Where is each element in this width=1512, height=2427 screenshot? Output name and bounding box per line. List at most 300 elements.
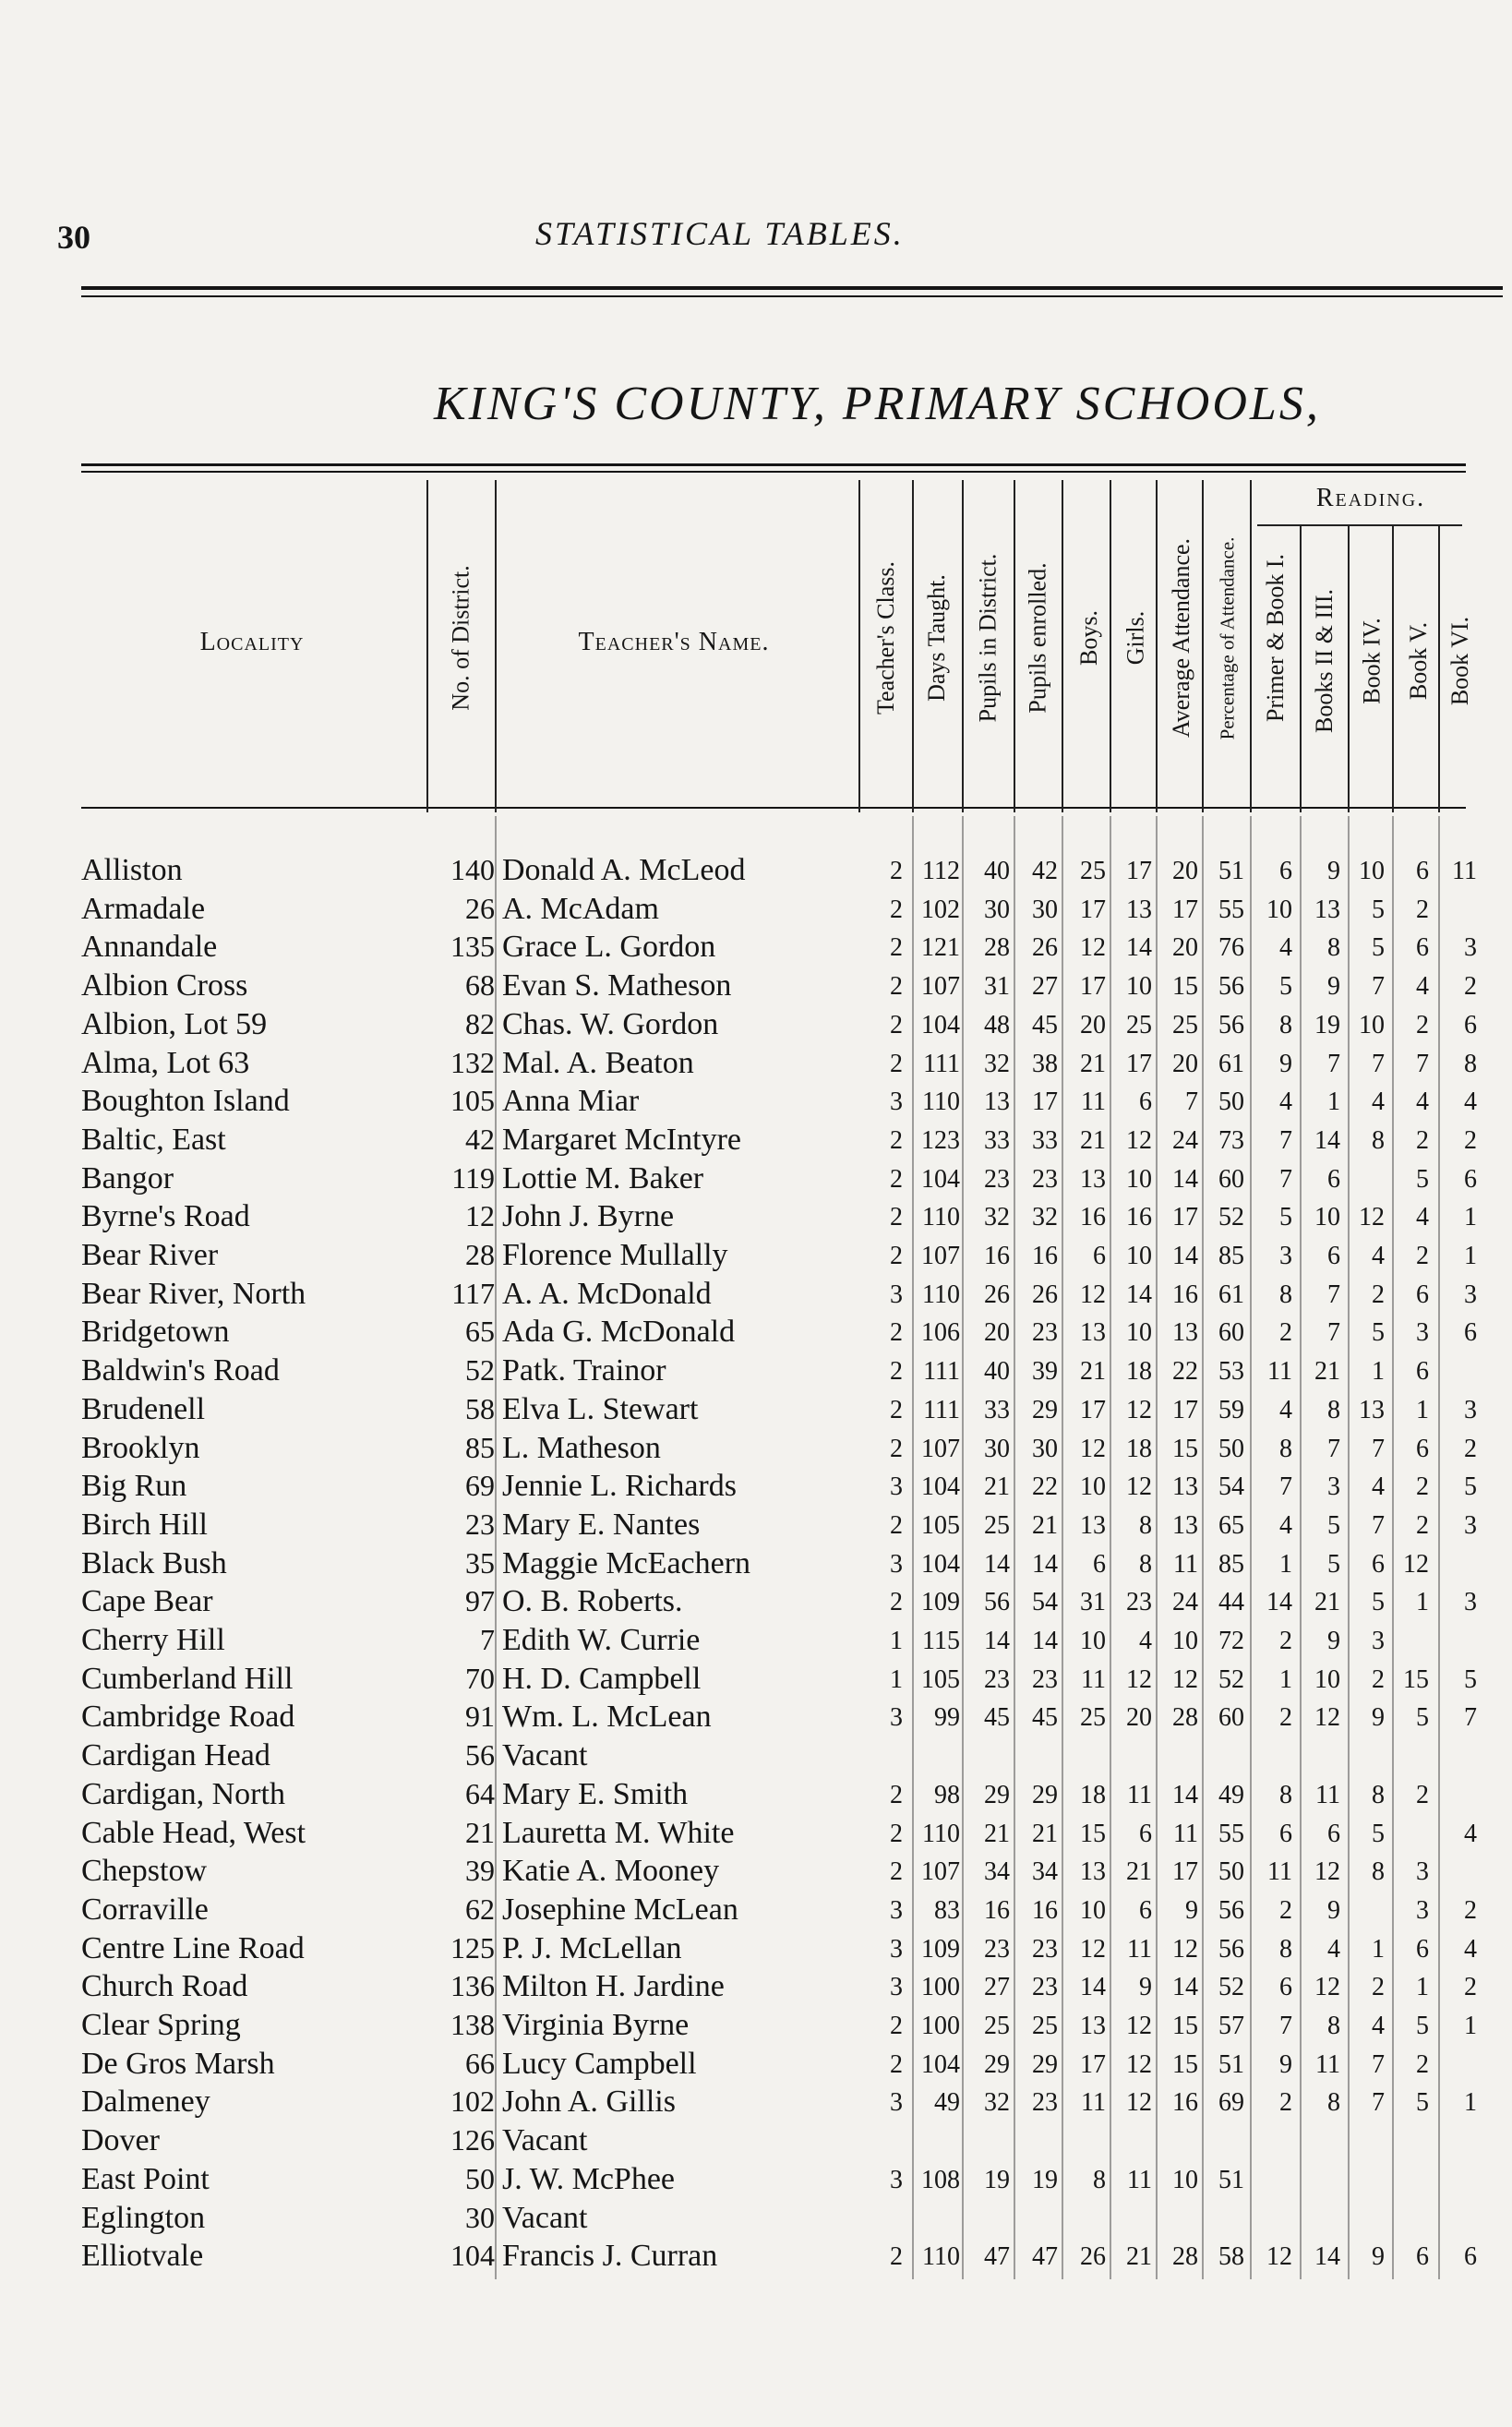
cell-girls: 12 <box>1126 2049 1152 2079</box>
cell-district: 69 <box>465 1469 495 1503</box>
cell-avg-attendance: 15 <box>1172 972 1198 1002</box>
header-divider <box>1062 480 1063 812</box>
cell-girls: 17 <box>1126 1049 1152 1078</box>
cell-primer: 8 <box>1279 1434 1292 1463</box>
cell-teacher-class: 3 <box>890 1703 903 1733</box>
cell-days-taught: 83 <box>934 1895 960 1925</box>
cell-boys: 10 <box>1080 1627 1106 1655</box>
header-book-5: Book V. <box>1405 621 1433 701</box>
cell-teacher-class: 3 <box>890 2088 903 2118</box>
header-divider <box>1392 526 1394 812</box>
cell-avg-attendance: 14 <box>1172 1164 1198 1194</box>
cell-pct-attendance: 60 <box>1218 1164 1244 1194</box>
cell-primer: 3 <box>1279 1242 1292 1270</box>
cell-primer: 4 <box>1279 1087 1292 1117</box>
cell-books-2-3: 8 <box>1327 2088 1340 2118</box>
cell-teacher-class: 3 <box>890 1973 903 2002</box>
cell-boys: 21 <box>1080 1357 1106 1387</box>
cell-days-taught: 121 <box>921 933 960 963</box>
cell-district: 102 <box>450 2085 495 2119</box>
cell-pupils-district: 32 <box>984 1203 1010 1232</box>
header-girls: Girls. <box>1122 610 1148 666</box>
column-divider <box>1014 816 1015 2279</box>
cell-books-2-3: 6 <box>1327 1242 1340 1270</box>
cell-girls: 18 <box>1126 1434 1152 1463</box>
cell-district: 62 <box>465 1892 495 1926</box>
cell-primer: 6 <box>1279 1819 1292 1848</box>
cell-pct-attendance: 56 <box>1218 1934 1244 1964</box>
cell-avg-attendance: 14 <box>1172 1780 1198 1809</box>
cell-book-6: 3 <box>1464 933 1477 963</box>
cell-days-taught: 109 <box>921 1934 960 1964</box>
cell-pupils-district: 20 <box>984 1318 1010 1348</box>
cell-book-6: 1 <box>1464 1203 1477 1232</box>
cell-district: 28 <box>465 1238 495 1271</box>
cell-teacher: Jennie L. Richards <box>502 1469 737 1504</box>
cell-teacher: Evan S. Matheson <box>502 968 732 1003</box>
header-divider <box>495 480 497 812</box>
cell-pupils-enrolled: 27 <box>1032 972 1058 1002</box>
cell-girls: 12 <box>1126 1664 1152 1694</box>
cell-teacher-class: 3 <box>890 1087 903 1117</box>
cell-book-5: 2 <box>1416 1010 1429 1039</box>
column-divider <box>1348 816 1350 2279</box>
cell-pct-attendance: 69 <box>1218 2088 1244 2118</box>
cell-pupils-enrolled: 32 <box>1032 1203 1058 1232</box>
cell-girls: 10 <box>1126 1242 1152 1270</box>
cell-avg-attendance: 17 <box>1172 895 1198 924</box>
cell-primer: 7 <box>1279 1164 1292 1194</box>
cell-book-5: 1 <box>1416 1395 1429 1424</box>
cell-avg-attendance: 10 <box>1172 2165 1198 2194</box>
cell-pupils-enrolled: 17 <box>1032 1087 1058 1117</box>
cell-locality: Byrne's Road <box>81 1199 250 1234</box>
cell-girls: 6 <box>1139 1895 1152 1925</box>
cell-pct-attendance: 52 <box>1218 1664 1244 1694</box>
cell-pupils-district: 48 <box>984 1010 1010 1039</box>
cell-pupils-district: 19 <box>984 2165 1010 2194</box>
cell-teacher: Margaret McIntyre <box>502 1122 741 1157</box>
cell-primer: 10 <box>1266 895 1292 924</box>
cell-primer: 4 <box>1279 1510 1292 1540</box>
cell-avg-attendance: 16 <box>1172 1280 1198 1309</box>
cell-days-taught: 107 <box>921 972 960 1002</box>
cell-teacher: Lucy Campbell <box>502 2046 697 2081</box>
cell-girls: 17 <box>1126 857 1152 885</box>
cell-book-4: 2 <box>1372 1664 1385 1694</box>
cell-teacher: Vacant <box>502 1738 588 1773</box>
cell-book-4: 8 <box>1372 1125 1385 1155</box>
cell-boys: 10 <box>1080 1895 1106 1925</box>
cell-girls: 10 <box>1126 1164 1152 1194</box>
cell-teacher-class: 2 <box>890 2012 903 2040</box>
cell-pupils-enrolled: 38 <box>1032 1049 1058 1078</box>
cell-books-2-3: 7 <box>1327 1318 1340 1348</box>
cell-primer: 8 <box>1279 1280 1292 1309</box>
cell-books-2-3: 1 <box>1327 1087 1340 1117</box>
header-divider <box>1348 526 1350 812</box>
cell-avg-attendance: 15 <box>1172 2012 1198 2040</box>
header-primer: Primer & Book I. <box>1262 554 1289 722</box>
cell-books-2-3: 19 <box>1314 1010 1340 1039</box>
cell-locality: Dalmeney <box>81 2085 210 2120</box>
cell-avg-attendance: 13 <box>1172 1318 1198 1348</box>
cell-locality: Annandale <box>81 930 218 965</box>
cell-locality: Clear Spring <box>81 2008 241 2042</box>
cell-boys: 13 <box>1080 1510 1106 1540</box>
cell-days-taught: 123 <box>921 1125 960 1155</box>
cell-girls: 21 <box>1126 2242 1152 2272</box>
cell-book-5: 2 <box>1416 2049 1429 2079</box>
header-pct-attendance: Percentage of Attendance. <box>1216 536 1239 739</box>
header-divider <box>1202 480 1204 812</box>
column-divider <box>1202 816 1204 2279</box>
cell-books-2-3: 21 <box>1314 1357 1340 1387</box>
cell-primer: 9 <box>1279 2049 1292 2079</box>
cell-primer: 11 <box>1267 1357 1292 1387</box>
cell-teacher-class: 2 <box>890 1357 903 1387</box>
cell-district: 104 <box>450 2239 495 2273</box>
cell-pupils-enrolled: 30 <box>1032 1434 1058 1463</box>
cell-locality: Bear River, North <box>81 1276 306 1311</box>
cell-primer: 7 <box>1279 1125 1292 1155</box>
cell-locality: Alma, Lot 63 <box>81 1045 250 1080</box>
cell-girls: 14 <box>1126 1280 1152 1309</box>
cell-pupils-enrolled: 26 <box>1032 933 1058 963</box>
cell-pupils-district: 31 <box>984 972 1010 1002</box>
cell-pupils-enrolled: 34 <box>1032 1857 1058 1887</box>
header-days-taught: Days Taught. <box>923 574 951 702</box>
cell-books-2-3: 9 <box>1327 1895 1340 1925</box>
cell-teacher: Grace L. Gordon <box>502 930 716 965</box>
cell-teacher: Vacant <box>502 2200 588 2235</box>
cell-book-5: 5 <box>1416 1703 1429 1733</box>
cell-book-6: 4 <box>1464 1934 1477 1964</box>
cell-book-5: 2 <box>1416 1472 1429 1502</box>
cell-pupils-district: 21 <box>984 1472 1010 1502</box>
cell-books-2-3: 5 <box>1327 1510 1340 1540</box>
cell-girls: 12 <box>1126 1395 1152 1424</box>
cell-pupils-enrolled: 45 <box>1032 1703 1058 1733</box>
cell-boys: 13 <box>1080 1164 1106 1194</box>
cell-pupils-enrolled: 19 <box>1032 2165 1058 2194</box>
cell-primer: 8 <box>1279 1010 1292 1039</box>
cell-primer: 8 <box>1279 1934 1292 1964</box>
cell-locality: Dover <box>81 2123 160 2158</box>
cell-book-6: 3 <box>1464 1395 1477 1424</box>
cell-locality: Chepstow <box>81 1854 207 1889</box>
cell-district: 132 <box>450 1045 495 1079</box>
cell-girls: 12 <box>1126 1125 1152 1155</box>
cell-book-4: 12 <box>1359 1203 1385 1232</box>
cell-girls: 11 <box>1127 2165 1152 2194</box>
cell-pct-attendance: 57 <box>1218 2012 1244 2040</box>
cell-books-2-3: 8 <box>1327 2012 1340 2040</box>
cell-book-6: 3 <box>1464 1588 1477 1617</box>
header-divider <box>1014 480 1015 812</box>
header-divider <box>1156 480 1158 812</box>
cell-avg-attendance: 12 <box>1172 1934 1198 1964</box>
cell-primer: 6 <box>1279 1973 1292 2002</box>
header-divider <box>858 480 860 812</box>
cell-locality: Birch Hill <box>81 1507 208 1542</box>
column-divider <box>1110 816 1111 2279</box>
cell-boys: 17 <box>1080 972 1106 1002</box>
header-rule-thin <box>81 471 1466 473</box>
cell-primer: 1 <box>1279 1549 1292 1579</box>
cell-pupils-enrolled: 21 <box>1032 1819 1058 1848</box>
cell-book-5: 6 <box>1416 1280 1429 1309</box>
column-divider <box>1250 816 1252 2279</box>
cell-avg-attendance: 14 <box>1172 1242 1198 1270</box>
cell-teacher-class: 2 <box>890 1318 903 1348</box>
cell-locality: East Point <box>81 2161 210 2196</box>
cell-books-2-3: 11 <box>1315 2049 1340 2079</box>
cell-girls: 12 <box>1126 2012 1152 2040</box>
cell-pct-attendance: 85 <box>1218 1242 1244 1270</box>
cell-pct-attendance: 76 <box>1218 933 1244 963</box>
cell-pupils-enrolled: 23 <box>1032 1934 1058 1964</box>
cell-avg-attendance: 20 <box>1172 1049 1198 1078</box>
cell-days-taught: 105 <box>921 1664 960 1694</box>
cell-girls: 23 <box>1126 1588 1152 1617</box>
header-books-2-3: Books II & III. <box>1311 589 1338 733</box>
cell-district: 66 <box>465 2046 495 2080</box>
cell-teacher: Patk. Trainor <box>502 1353 666 1388</box>
cell-boys: 10 <box>1080 1472 1106 1502</box>
cell-girls: 21 <box>1126 1857 1152 1887</box>
cell-books-2-3: 6 <box>1327 1819 1340 1848</box>
cell-books-2-3: 10 <box>1314 1203 1340 1232</box>
cell-boys: 12 <box>1080 1434 1106 1463</box>
cell-district: 82 <box>465 1006 495 1040</box>
cell-book-5: 5 <box>1416 2012 1429 2040</box>
cell-teacher-class: 3 <box>890 2165 903 2194</box>
cell-book-5: 6 <box>1416 2242 1429 2272</box>
cell-primer: 4 <box>1279 933 1292 963</box>
cell-locality: Cambridge Road <box>81 1700 295 1735</box>
cell-book-5: 4 <box>1416 1203 1429 1232</box>
cell-district: 135 <box>450 930 495 964</box>
cell-locality: Cape Bear <box>81 1584 213 1619</box>
cell-teacher-class: 2 <box>890 1434 903 1463</box>
header-book-4: Book IV. <box>1359 618 1386 704</box>
cell-pupils-enrolled: 45 <box>1032 1010 1058 1039</box>
cell-books-2-3: 14 <box>1314 2242 1340 2272</box>
cell-locality: Corraville <box>81 1892 209 1927</box>
column-divider <box>1156 816 1158 2279</box>
cell-pupils-district: 23 <box>984 1934 1010 1964</box>
cell-pupils-enrolled: 29 <box>1032 2049 1058 2079</box>
cell-locality: Cable Head, West <box>81 1815 306 1850</box>
cell-avg-attendance: 12 <box>1172 1664 1198 1694</box>
cell-books-2-3: 11 <box>1315 1780 1340 1809</box>
cell-avg-attendance: 16 <box>1172 2088 1198 2118</box>
cell-books-2-3: 7 <box>1327 1280 1340 1309</box>
cell-days-taught: 104 <box>921 1164 960 1194</box>
cell-pct-attendance: 55 <box>1218 1819 1244 1848</box>
cell-pct-attendance: 61 <box>1218 1280 1244 1309</box>
cell-district: 7 <box>480 1623 495 1656</box>
cell-boys: 25 <box>1080 857 1106 885</box>
cell-teacher: Maggie McEachern <box>502 1545 751 1580</box>
cell-days-taught: 102 <box>921 895 960 924</box>
cell-pct-attendance: 65 <box>1218 1510 1244 1540</box>
cell-avg-attendance: 20 <box>1172 933 1198 963</box>
cell-pct-attendance: 51 <box>1218 857 1244 885</box>
cell-book-4: 7 <box>1372 1434 1385 1463</box>
cell-teacher: Mary E. Nantes <box>502 1507 701 1542</box>
cell-teacher-class: 3 <box>890 1895 903 1925</box>
cell-book-6: 2 <box>1464 1895 1477 1925</box>
cell-pupils-enrolled: 16 <box>1032 1242 1058 1270</box>
header-pupils-district: Pupils in District. <box>974 553 1001 723</box>
cell-book-5: 6 <box>1416 1934 1429 1964</box>
cell-book-4: 10 <box>1359 1010 1385 1039</box>
cell-avg-attendance: 11 <box>1173 1819 1198 1848</box>
cell-avg-attendance: 7 <box>1185 1087 1198 1117</box>
cell-books-2-3: 12 <box>1314 1857 1340 1887</box>
cell-books-2-3: 5 <box>1327 1549 1340 1579</box>
cell-book-4: 6 <box>1372 1549 1385 1579</box>
cell-girls: 12 <box>1126 1472 1152 1502</box>
cell-books-2-3: 7 <box>1327 1434 1340 1463</box>
cell-pupils-district: 13 <box>984 1087 1010 1117</box>
cell-book-5: 2 <box>1416 1242 1429 1270</box>
cell-locality: Cherry Hill <box>81 1623 225 1657</box>
cell-pct-attendance: 60 <box>1218 1703 1244 1733</box>
cell-pct-attendance: 51 <box>1218 2049 1244 2079</box>
cell-days-taught: 100 <box>921 2012 960 2040</box>
cell-district: 26 <box>465 891 495 925</box>
cell-primer: 2 <box>1279 1318 1292 1348</box>
cell-teacher-class: 3 <box>890 1549 903 1579</box>
cell-teacher-class: 2 <box>890 1049 903 1078</box>
cell-book-4: 9 <box>1372 2242 1385 2272</box>
cell-teacher: Lottie M. Baker <box>502 1160 704 1195</box>
cell-teacher-class: 2 <box>890 2049 903 2079</box>
cell-pupils-enrolled: 23 <box>1032 2088 1058 2118</box>
cell-pupils-district: 32 <box>984 1049 1010 1078</box>
cell-boys: 21 <box>1080 1049 1106 1078</box>
cell-boys: 11 <box>1081 1087 1106 1117</box>
cell-girls: 16 <box>1126 1203 1152 1232</box>
cell-pupils-enrolled: 22 <box>1032 1472 1058 1502</box>
cell-primer: 8 <box>1279 1780 1292 1809</box>
cell-teacher: Florence Mullally <box>502 1238 728 1272</box>
cell-district: 52 <box>465 1353 495 1388</box>
cell-pct-attendance: 52 <box>1218 1973 1244 2002</box>
cell-district: 85 <box>465 1430 495 1464</box>
cell-book-5: 12 <box>1403 1549 1429 1579</box>
running-head: STATISTICAL TABLES. <box>535 215 905 252</box>
header-bottom-rule <box>81 807 1466 809</box>
header-district: No. of District. <box>448 565 475 711</box>
cell-books-2-3: 12 <box>1314 1703 1340 1733</box>
cell-pupils-district: 56 <box>984 1588 1010 1617</box>
cell-primer: 12 <box>1266 2242 1292 2272</box>
cell-book-5: 3 <box>1416 1895 1429 1925</box>
column-divider <box>962 816 964 2279</box>
cell-book-4: 1 <box>1372 1934 1385 1964</box>
cell-days-taught: 110 <box>922 1203 960 1232</box>
cell-pupils-enrolled: 54 <box>1032 1588 1058 1617</box>
cell-avg-attendance: 11 <box>1173 1549 1198 1579</box>
cell-days-taught: 111 <box>923 1357 960 1387</box>
header-avg-attendance: Average Attendance. <box>1168 537 1195 739</box>
cell-teacher: L. Matheson <box>502 1430 661 1465</box>
cell-book-4: 5 <box>1372 895 1385 924</box>
cell-district: 56 <box>465 1738 495 1772</box>
cell-book-4: 7 <box>1372 1049 1385 1078</box>
cell-teacher-class: 2 <box>890 1203 903 1232</box>
cell-boys: 12 <box>1080 1280 1106 1309</box>
cell-teacher-class: 2 <box>890 1164 903 1194</box>
cell-district: 64 <box>465 1776 495 1810</box>
cell-district: 12 <box>465 1199 495 1233</box>
cell-teacher-class: 2 <box>890 1819 903 1848</box>
cell-boys: 11 <box>1081 1664 1106 1694</box>
cell-district: 23 <box>465 1507 495 1541</box>
cell-pupils-district: 25 <box>984 1510 1010 1540</box>
cell-avg-attendance: 24 <box>1172 1125 1198 1155</box>
cell-book-6: 7 <box>1464 1703 1477 1733</box>
cell-days-taught: 111 <box>923 1049 960 1078</box>
column-divider <box>1062 816 1063 2279</box>
cell-book-6: 3 <box>1464 1280 1477 1309</box>
cell-book-5: 6 <box>1416 1434 1429 1463</box>
cell-primer: 6 <box>1279 857 1292 885</box>
cell-pupils-enrolled: 33 <box>1032 1125 1058 1155</box>
cell-locality: Bridgetown <box>81 1315 230 1350</box>
cell-boys: 8 <box>1093 2165 1106 2194</box>
cell-pupils-district: 26 <box>984 1280 1010 1309</box>
cell-pupils-district: 14 <box>984 1627 1010 1655</box>
cell-teacher: Anna Miar <box>502 1084 640 1119</box>
cell-pct-attendance: 51 <box>1218 2165 1244 2194</box>
cell-pct-attendance: 56 <box>1218 972 1244 1002</box>
cell-locality: Brooklyn <box>81 1430 200 1465</box>
cell-book-4: 7 <box>1372 2049 1385 2079</box>
cell-pct-attendance: 50 <box>1218 1087 1244 1117</box>
cell-book-6: 2 <box>1464 1125 1477 1155</box>
cell-teacher-class: 2 <box>890 1588 903 1617</box>
column-divider <box>912 816 914 2279</box>
cell-teacher: Mary E. Smith <box>502 1776 689 1811</box>
cell-avg-attendance: 13 <box>1172 1472 1198 1502</box>
cell-book-4: 13 <box>1359 1395 1385 1424</box>
header-locality: Locality <box>199 628 305 656</box>
cell-boys: 17 <box>1080 1395 1106 1424</box>
header-rule-thick <box>81 463 1466 466</box>
cell-books-2-3: 7 <box>1327 1049 1340 1078</box>
cell-book-5: 5 <box>1416 2088 1429 2118</box>
cell-teacher-class: 2 <box>890 1780 903 1809</box>
cell-pct-attendance: 50 <box>1218 1857 1244 1887</box>
cell-district: 35 <box>465 1545 495 1580</box>
cell-district: 140 <box>450 853 495 886</box>
cell-pupils-enrolled: 23 <box>1032 1664 1058 1694</box>
cell-teacher: Milton H. Jardine <box>502 1969 725 2004</box>
cell-pupils-district: 30 <box>984 1434 1010 1463</box>
cell-pupils-enrolled: 47 <box>1032 2242 1058 2272</box>
cell-days-taught: 112 <box>922 857 960 885</box>
cell-book-4: 7 <box>1372 2088 1385 2118</box>
cell-pupils-district: 29 <box>984 1780 1010 1809</box>
cell-book-6: 6 <box>1464 1318 1477 1348</box>
cell-locality: Eglington <box>81 2200 206 2235</box>
cell-avg-attendance: 22 <box>1172 1357 1198 1387</box>
